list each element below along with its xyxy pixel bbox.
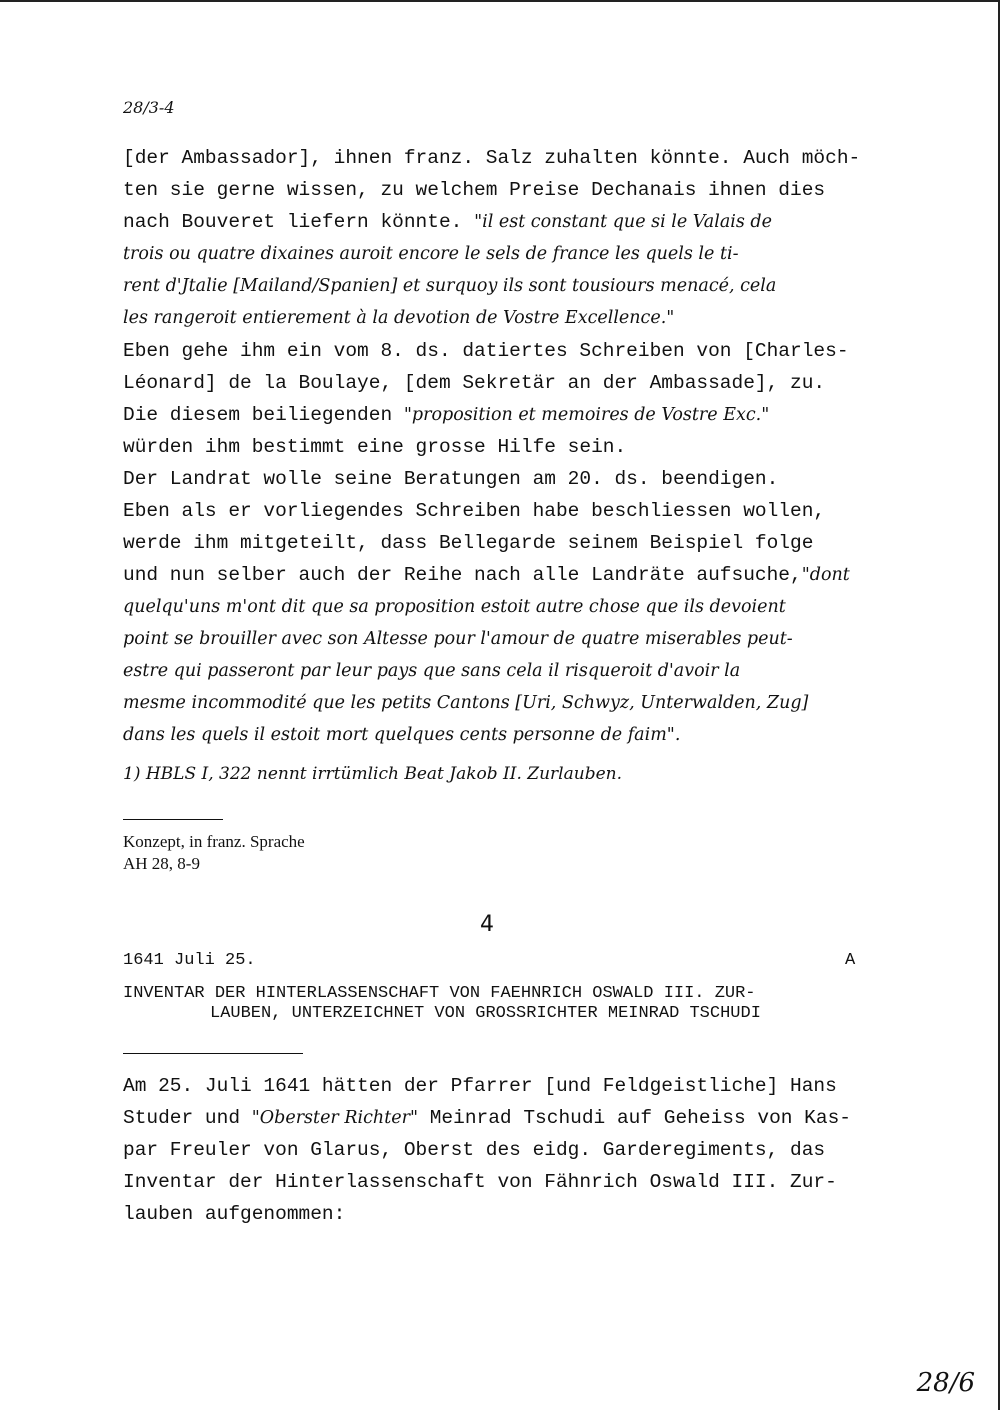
text-line: quelqu'uns m'ont dit que sa proposition estoit autre chose que ils devoient bbox=[123, 597, 786, 617]
doc-letter: A bbox=[845, 951, 856, 970]
text-line: trois ou quatre dixaines auroit encore le sels de france les quels le ti- bbox=[123, 244, 739, 264]
page-border-top bbox=[0, 0, 1000, 2]
text-line: Léonard] de la Boulaye, [dem Sekretär an der Ambassade], zu. bbox=[123, 372, 826, 394]
text-line: estre qui passeront par leur pays que sans cela il risqueroit d'avoir la bbox=[123, 661, 741, 681]
text-line: point se brouiller avec son Altesse pour l'amour de quatre miserables peut- bbox=[123, 629, 793, 649]
text-line: würden ihm bestimmt eine grosse Hilfe sein. bbox=[123, 436, 627, 458]
doc-title-line-1: INVENTAR DER HINTERLASSENSCHAFT VON FAEHNRICH OSWALD III. ZUR- bbox=[123, 984, 756, 1003]
archive-stamp: 28/6 bbox=[916, 1368, 975, 1398]
text-line: dans les quels il estoit mort quelques cents personne de faim". bbox=[123, 725, 681, 745]
divider bbox=[123, 819, 223, 820]
text-line: werde ihm mitgeteilt, dass Bellegarde seinem Beispiel folge bbox=[123, 532, 814, 554]
text-line: und nun selber auch der Reihe nach alle Landräte aufsuche,"dont bbox=[123, 564, 850, 586]
text-line: les rangeroit entierement à la devotion de Vostre Excellence." bbox=[123, 308, 675, 328]
text-line: Der Landrat wolle seine Beratungen am 20. ds. beendigen. bbox=[123, 468, 779, 490]
text-line: Studer und "Oberster Richter" Meinrad Tschudi auf Geheiss von Kas- bbox=[123, 1107, 851, 1129]
text-line: Die diesem beiliegenden "proposition et memoires de Vostre Exc." bbox=[123, 404, 770, 426]
page-reference: 28/3-4 bbox=[123, 98, 175, 117]
text-line: Am 25. Juli 1641 hätten der Pfarrer [und Feldgeistliche] Hans bbox=[123, 1075, 837, 1097]
text-line: rent d'Jtalie [Mailand/Spanien] et surquoy ils sont tousiours menacé, cela bbox=[123, 276, 777, 296]
text-line: [der Ambassador], ihnen franz. Salz zuhalten könnte. Auch möch- bbox=[123, 147, 861, 169]
footnote: 1) HBLS I, 322 nennt irrtümlich Beat Jakob II. Zurlauben. bbox=[123, 764, 623, 784]
text-line: mesme incommodité que les petits Cantons [Uri, Schwyz, Unterwalden, Zug] bbox=[123, 693, 809, 713]
text-line: Inventar der Hinterlassenschaft von Fähnrich Oswald III. Zur- bbox=[123, 1171, 837, 1193]
text-line: par Freuler von Glarus, Oberst des eidg. Garderegiments, das bbox=[123, 1139, 826, 1161]
text-line: lauben aufgenommen: bbox=[123, 1203, 346, 1225]
text-line: nach Bouveret liefern könnte. "il est constant que si le Valais de bbox=[123, 211, 772, 233]
source-note: Konzept, in franz. Sprache bbox=[123, 832, 305, 851]
doc-title-line-2: LAUBEN, UNTERZEICHNET VON GROSSRICHTER MEINRAD TSCHUDI bbox=[210, 1004, 761, 1023]
text-line: Eben gehe ihm ein vom 8. ds. datiertes Schreiben von [Charles- bbox=[123, 340, 849, 362]
divider bbox=[123, 1053, 303, 1054]
doc-date: 1641 Juli 25. bbox=[123, 951, 256, 970]
source-ref: AH 28, 8-9 bbox=[123, 854, 200, 873]
text-line: ten sie gerne wissen, zu welchem Preise Dechanais ihnen dies bbox=[123, 179, 826, 201]
text-line: Eben als er vorliegendes Schreiben habe beschliessen wollen, bbox=[123, 500, 826, 522]
document-number: 4 bbox=[480, 912, 494, 937]
